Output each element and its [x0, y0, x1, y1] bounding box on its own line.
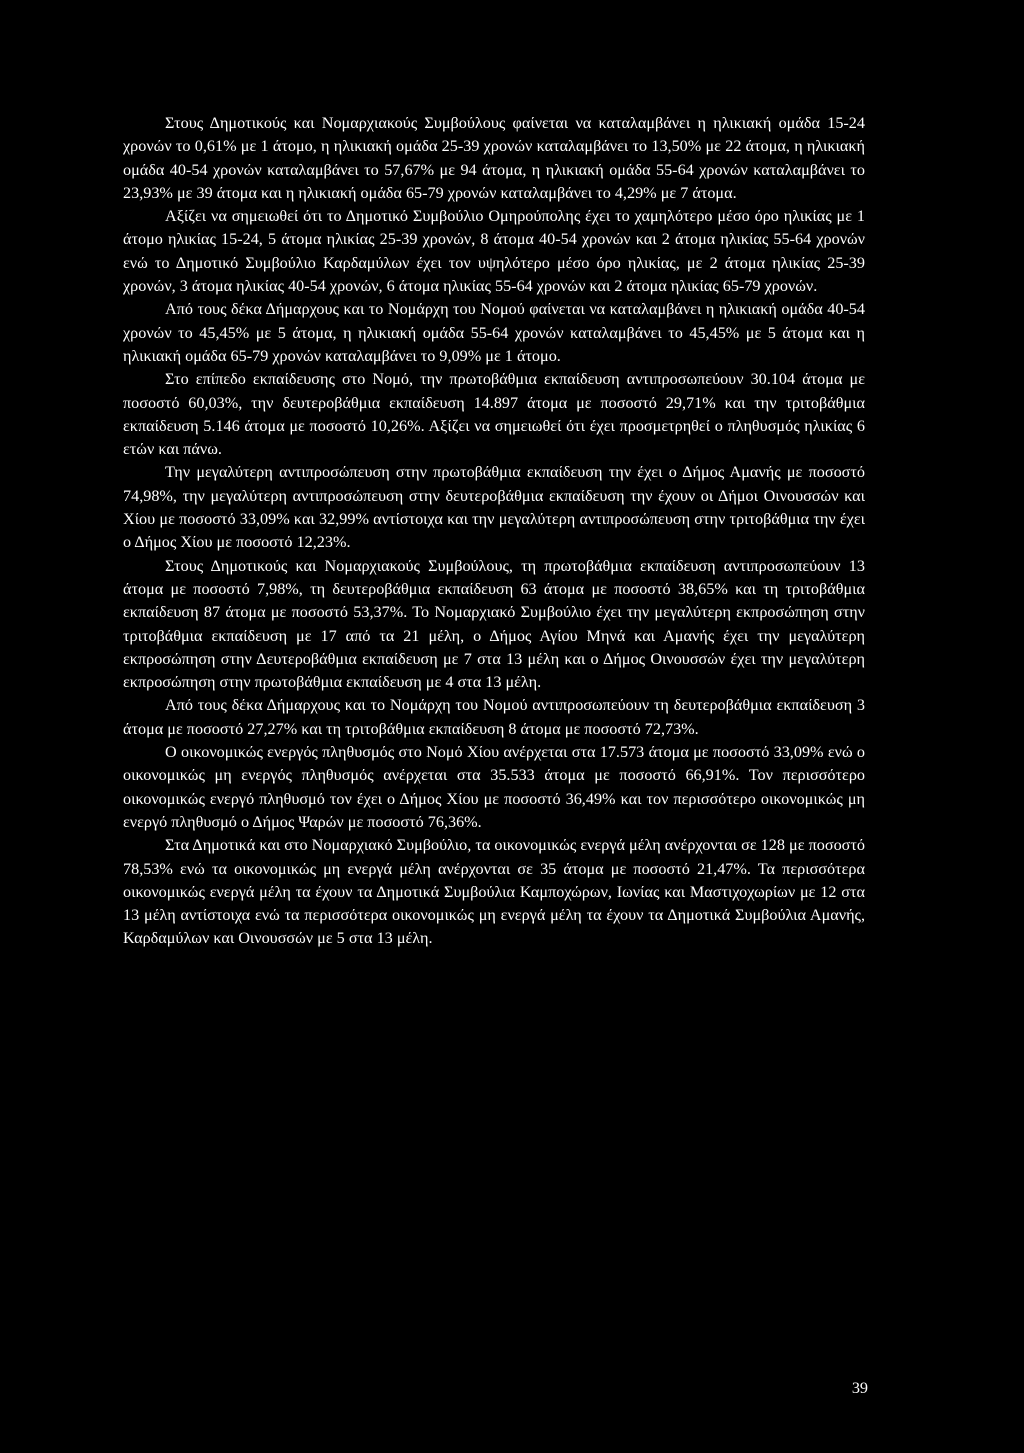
paragraph-mayors-education: Από τους δέκα Δήμαρχους και το Νομάρχη του Νομού αντιπροσωπεύουν τη δευτεροβάθμια εκπαίδευση 3 άτομα με ποσοστό 27,27% και τη τριτοβάθμια εκπαίδευση 8 άτομα με ποσοστό 72,73%. [123, 696, 865, 738]
page-number: 39 [851, 1379, 868, 1397]
paragraph-education-levels: Στο επίπεδο εκπαίδευσης στο Νομό, την πρωτοβάθμια εκπαίδευση αντιπροσωπεύουν 30.104 άτομα με ποσοστό 60,03%, την δευτεροβάθμια εκπαίδευση 14.897 άτομα με ποσοστό 29,71% και την τριτοβάθμια εκπαίδευση 5.146 άτομα με ποσοστό 10,26%. Αξίζει να σημειωθεί ότι έχει προσμετρηθεί ο πληθυσμός ηλικίας 6 ετών και πάνω. [123, 370, 865, 459]
paragraph-councillors-education: Στους Δημοτικούς και Νομαρχιακούς Συμβούλους, τη πρωτοβάθμια εκπαίδευση αντιπροσωπεύουν 13 άτομα με ποσοστό 7,98%, τη δευτεροβάθμια εκπαίδευση 63 άτομα με ποσοστό 38,65% και τη τριτοβάθμια εκπαίδευση 87 άτομα με ποσοστό 53,37%. Το Νομαρχιακό Συμβούλιο έχει την μεγαλύτερη εκπροσώπηση στην τριτοβάθμια εκπαίδευση με 17 από τα 21 μέλη, ο Δήμος Αγίου Μηνά και Αμανής έχει την μεγαλύτερη εκπροσώπηση στην Δευτεροβάθμια εκπαίδευση με 7 στα 13 μέλη και ο Δήμος Οινουσσών έχει την μεγαλύτερη εκπροσώπηση στην πρωτοβάθμια εκπαίδευση με 4 στα 13 μέλη. [123, 556, 865, 692]
paragraph-age-groups-councillors: Στους Δημοτικούς και Νομαρχιακούς Συμβούλους φαίνεται να καταλαμβάνει η ηλικιακή ομάδα 15-24 χρονών το 0,61% με 1 άτομο, η ηλικιακή ομάδα 25-39 χρονών καταλαμβάνει το 13,50% με 22 άτομα, η ηλικιακή ομάδα 40-54 χρονών καταλαμβάνει το 57,67% με 94 άτομα, η ηλικιακή ομάδα 55-64 χρονών καταλαμβάνει το 23,93% με 39 άτομα και η ηλικιακή ομάδα 65-79 χρονών καταλαμβάνει το 4,29% με 7 άτομα. [123, 114, 865, 202]
paragraph-mayors-age-groups: Από τους δέκα Δήμαρχους και το Νομάρχη του Νομού φαίνεται να καταλαμβάνει η ηλικιακή ομάδα 40-54 χρονών το 45,45% με 5 άτομα, η ηλικιακή ομάδα 55-64 χρονών καταλαμβάνει το 45,45% με 5 άτομα και η ηλικιακή ομάδα 65-79 χρονών καταλαμβάνει το 9,09% με 1 άτομο. [123, 300, 865, 365]
paragraph-youngest-oldest-council: Αξίζει να σημειωθεί ότι το Δημοτικό Συμβούλιο Ομηρούπολης έχει το χαμηλότερο μέσο όρο ηλικίας με 1 άτομο ηλικίας 15-24, 5 άτομα ηλικίας 25-39 χρονών, 8 άτομα 40-54 χρονών και 2 άτομα ηλικίας 55-64 χρονών ενώ το Δημοτικό Συμβούλιο Καρδαμύλων έχει τον υψηλότερο μέσο όρο ηλικίας, με 2 άτομα ηλικίας 25-39 χρονών, 3 άτομα ηλικίας 40-54 χρονών, 6 άτομα ηλικίας 55-64 χρονών και 2 άτομα ηλικίας 65-79 χρονών. [123, 207, 865, 296]
paragraph-economically-active-population: Ο οικονομικώς ενεργός πληθυσμός στο Νομό Χίου ανέρχεται στα 17.573 άτομα με ποσοστό 33,09% ενώ ο οικονομικώς μη ενεργός πληθυσμός ανέρχεται στα 35.533 άτομα με ποσοστό 66,91%. Τον περισσότερο οικονομικώς ενεργό πληθυσμό τον έχει ο Δήμος Χίου με ποσοστό 36,49% και τον περισσότερο οικονομικώς μη ενεργό πληθυσμό ο Δήμος Ψαρών με ποσοστό 76,36%. [123, 743, 865, 831]
paragraph-education-representation: Την μεγαλύτερη αντιπροσώπευση στην πρωτοβάθμια εκπαίδευση την έχει ο Δήμος Αμανής με ποσοστό 74,98%, την μεγαλύτερη αντιπροσώπευση στην δευτεροβάθμια εκπαίδευση την έχουν οι Δήμοι Οινουσσών και Χίου με ποσοστό 33,09% και 32,99% αντίστοιχα και την μεγαλύτερη αντιπροσώπευση στην τριτοβάθμια την έχει ο Δήμος Χίου με ποσοστό 12,23%. [123, 463, 865, 552]
document-body [123, 112, 865, 951]
paragraph-economically-active-members: Στα Δημοτικά και στο Νομαρχιακό Συμβούλιο, τα οικονομικώς ενεργά μέλη ανέρχονται σε 128 με ποσοστό 78,53% ενώ τα οικονομικώς μη ενεργά μέλη ανέρχονται σε 35 άτομα με ποσοστό 21,47%. Τα περισσότερα οικονομικώς ενεργά μέλη τα έχουν τα Δημοτικά Συμβούλια Καμποχώρων, Ιωνίας και Μαστιχοχωρίων με 12 στα 13 μέλη αντίστοιχα ενώ τα περισσότερα οικονομικώς μη ενεργά μέλη τα έχουν τα Δημοτικά Συμβούλια Αμανής, Καρδαμύλων και Οινουσσών με 5 στα 13 μέλη. [123, 836, 865, 948]
